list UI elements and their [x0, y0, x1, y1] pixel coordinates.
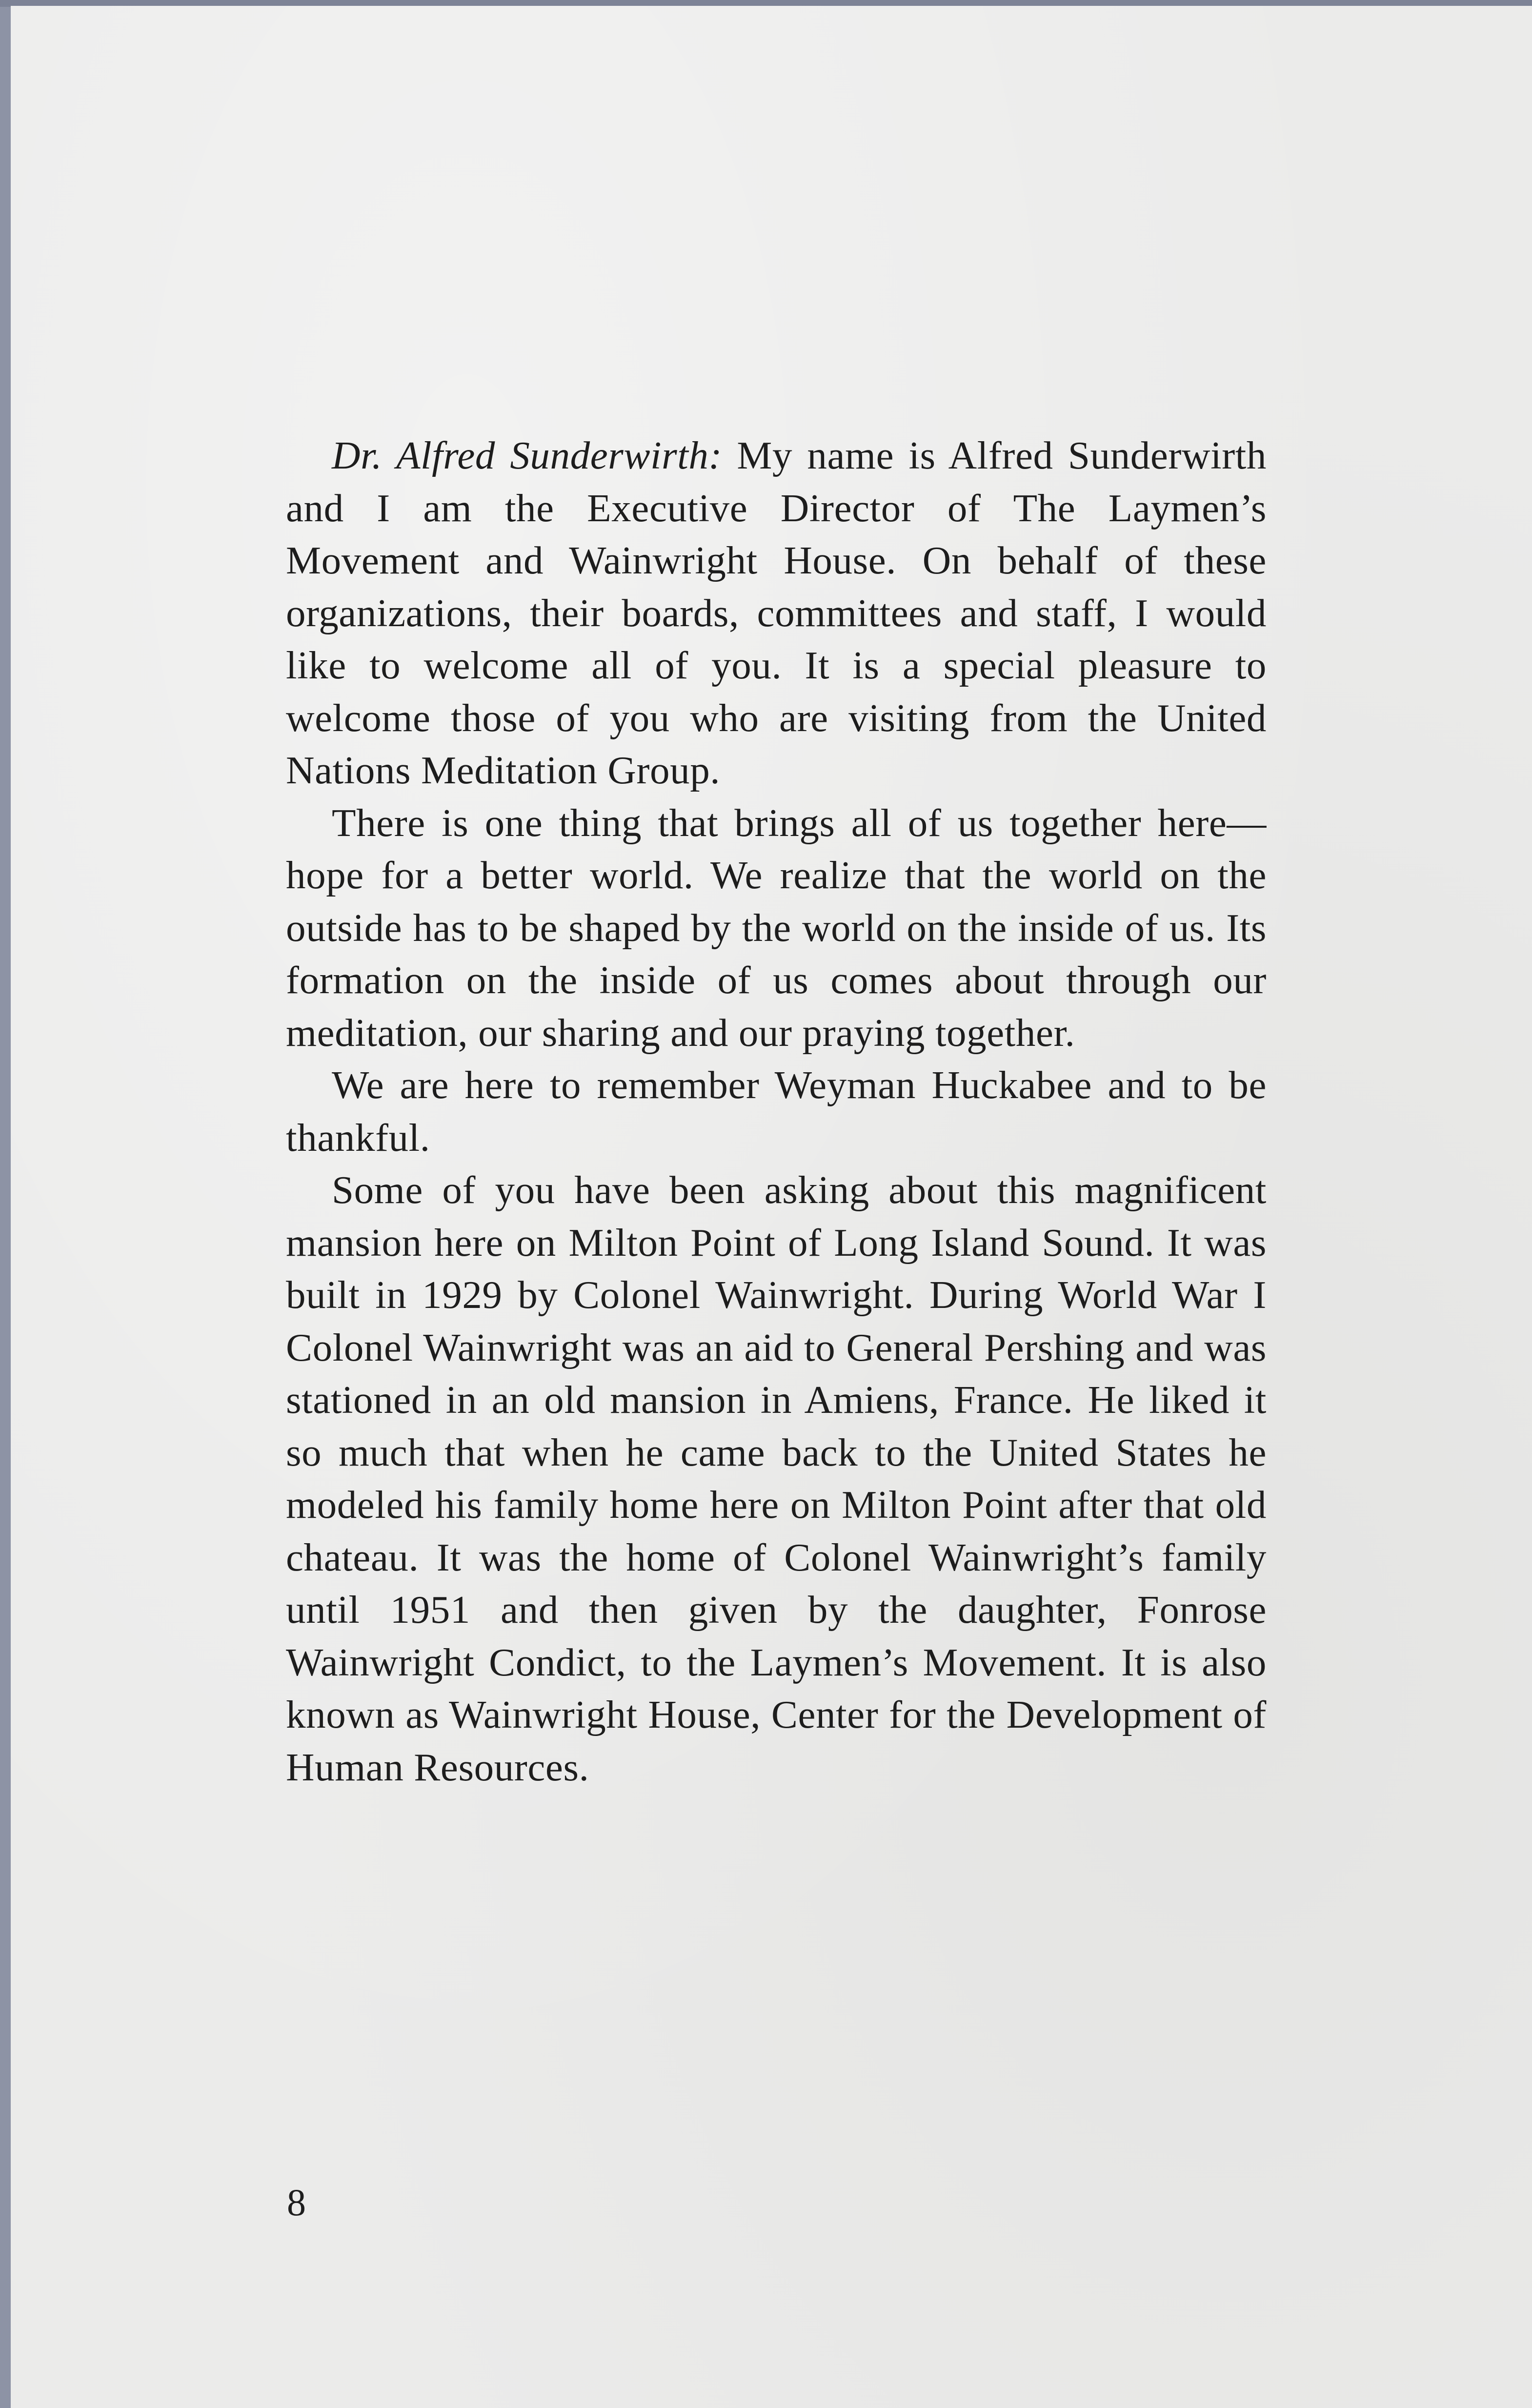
page-number: 8: [287, 2181, 306, 2224]
paragraph-3: We are here to remember Weyman Huckabee and to be thankful.: [286, 1063, 1267, 1160]
paragraph-4: Some of you have been asking about this magnificent mansion here on Milton Point of Long Island Sound. It was built in 1929 by Colonel Wainwright. During World War I Colonel Wainwright was an aid to General Pershing and was stationed in an old mansion in Amiens, France. He liked it so much that when he came back to the United States he modeled his family home here on Milton Point after that old chateau. It was the home of Colonel Wainwright’s family until 1951 and then given by the daughter, Fonrose Wainwright Condict, to the Laymen’s Movement. It is also known as Wainwright House, Center for the Development of Human Resources.: [286, 1168, 1267, 1789]
body-text: [286, 429, 1267, 1794]
paragraph-2: There is one thing that brings all of us together here—hope for a better world. We realize that the world on the outside has to be shaped by the world on the inside of us. Its formation on the inside of us comes about through our meditation, our sharing and our praying together.: [286, 800, 1267, 1055]
speaker-name: Dr. Alfred Sunderwirth:: [332, 433, 723, 477]
paragraph-1-text: My name is Alfred Sunderwirth and I am the Executive Director of The Laymen’s Movement and Wainwright House. On behalf of these organizations, their boards, committees and staff, I would like to welcome all of you. It is a special pleasure to welcome those of you who are visiting from the United Nations Meditation Group.: [286, 433, 1267, 792]
paragraph-1: [286, 429, 1267, 797]
